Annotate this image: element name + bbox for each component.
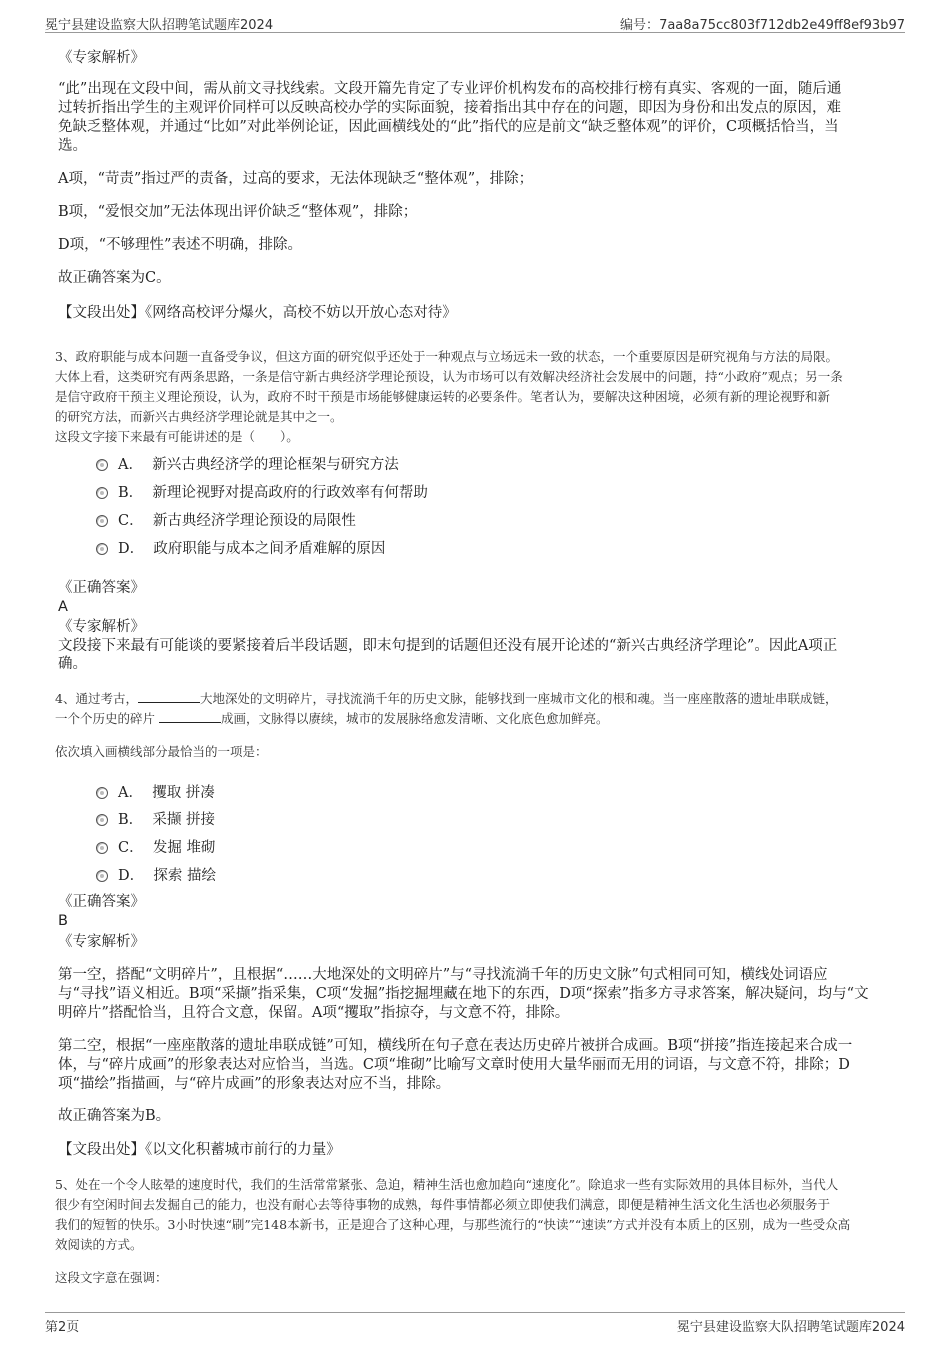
option-text: 攫取 拼凑 [152,785,215,801]
q3-answer-title: 《正确答案》 [58,580,145,596]
q4-analysis-line: 与“寻找”语义相近。B项“采撷”指采集，C项“发掘”指挖掘埋藏在地下的东西，D项“探索”指多方寻求答案，解决疑问，均与“文 [58,986,869,1002]
q2-option-a-analysis: A项，“苛责”指过严的责备，过高的要求，无法体现缺乏“整体观”，排除； [58,171,534,187]
option-label: B． [118,485,144,501]
q3-option-d[interactable] [96,537,385,558]
radio-button[interactable] [96,814,108,826]
header-code-label: 编号： [620,18,660,33]
header-code-value: 7aa8a75cc803f712db2e49ff8ef93b97 [659,18,905,33]
q4-option-c[interactable] [96,836,215,857]
q3-analysis-line: 文段接下来最有可能谈的要紧接着后半段话题，即末句提到的话题但还没有展开论述的“新兴古典经济学理论”。因此A项正 [58,638,838,654]
header-code [620,14,905,33]
q2-analysis-line: 选。 [58,138,87,154]
q2-source-text: 《网络高校评分爆火，高校不妨以开放心态对待》 [145,305,457,321]
q4-option-b[interactable] [96,808,215,829]
option-label: B． [118,812,144,828]
q4-stem-text: 4、通过考古， [55,691,138,706]
q3-stem-line: 3、政府职能与成本问题一直备受争议，但这方面的研究似乎还处于一种观点与立场远未一致的状态，一个重要原因是研究视角与方法的局限。 [55,349,838,364]
q4-analysis-line: 第二空，根据“一座座散落的遗址串联成链”可知，横线所在句子意在表达历史碎片被拼合成画。B项“拼接”指连接起来合成一 [58,1038,853,1054]
q3-analysis-title: 《专家解析》 [58,619,145,635]
q2-source-label: 【文段出处】 [58,305,145,321]
q4-source-text: 《以文化积蓄城市前行的力量》 [145,1142,341,1158]
q5-stem-line: 很少有空闲时间去发掘自己的能力，也没有耐心去等待事物的成熟，每件事情都必须立即使我们满意，即便是精神生活文化生活也必须服务于 [55,1197,831,1212]
fill-blank [138,692,200,703]
q3-stem-line: 这段文字接下来最有可能讲述的是（ ）。 [55,429,299,444]
q2-option-d-analysis: D项，“不够理性”表述不明确，排除。 [58,237,302,253]
q4-stem-text: 成画，文脉得以赓续，城市的发展脉络愈发清晰、文化底色愈加鲜亮。 [220,711,609,726]
q4-source-label: 【文段出处】 [58,1142,145,1158]
q4-answer: B [58,913,68,929]
q5-stem-line: 我们的短暂的快乐。3小时快速“刷”完148本新书，正是迎合了这种心理，与那些流行的“快读”“速读”方式并没有本质上的区别，成为一些受众高 [55,1217,851,1232]
q4-analysis-title: 《专家解析》 [58,934,145,950]
q2-analysis-line: “此”出现在文段中间，需从前文寻找线索。文段开篇先肯定了专业评价机构发布的高校排行榜有真实、客观的一面，随后通 [58,81,842,97]
q3-option-c[interactable] [96,509,356,530]
q4-analysis-line: 项“描绘”指描画，与“碎片成画”的形象表达对应不当，排除。 [58,1076,451,1092]
option-text: 发掘 堆砌 [152,840,216,856]
option-label: C． [118,513,144,529]
q2-analysis-line: 过转折指出学生的主观评价同样可以反映高校办学的实际面貌，接着指出其中存在的问题，即因为身份和出发点的原因，难 [58,100,841,116]
q4-stem-text: 大地深处的文明碎片，寻找流淌千年的历史文脉，能够找到一座城市文化的根和魂。当一座座散落的遗址串联成链， [199,691,838,706]
radio-button[interactable] [96,515,108,527]
q3-answer: A [58,599,68,615]
option-text: 新理论视野对提高政府的行政效率有何帮助 [152,485,428,501]
q3-stem-line: 大体上看，这类研究有两条思路，一条是信守新古典经济学理论预设，认为市场可以有效解决经济社会发展中的问题，持“小政府”观点；另一条 [55,369,843,384]
option-text: 新兴古典经济学的理论框架与研究方法 [152,457,399,473]
q4-option-a[interactable] [96,781,215,802]
option-label: A． [118,457,143,473]
page-header [45,12,905,33]
page-number: 第2页 [45,1320,80,1335]
q5-stem-line: 效阅读的方式。 [55,1237,143,1252]
radio-button[interactable] [96,842,108,854]
page-footer [45,1312,905,1335]
q4-analysis-line: 体，与“碎片成画”的形象表达对应恰当，当选。C项“堆砌”比喻写文章时使用大量华丽而无用的词语，与文意不符，排除；D [58,1057,850,1073]
q5-prompt: 这段文字意在强调： [55,1270,168,1285]
option-text: 采撷 拼接 [152,812,215,828]
option-text: 新古典经济学理论预设的局限性 [152,513,356,529]
option-label: A． [118,785,143,801]
radio-button[interactable] [96,870,108,882]
q2-analysis-title: 《专家解析》 [58,50,145,66]
q4-analysis-line: 明碎片”搭配恰当，且符合文意，保留。A项“攫取”指掠夺，与文意不符，排除。 [58,1005,570,1021]
option-label: C． [118,840,144,856]
q4-stem-text: 一个个历史的碎片 [55,711,159,726]
option-label: D． [118,868,145,884]
q2-source [58,305,457,322]
q4-option-d[interactable] [96,864,216,885]
q4-stem-line-2 [55,712,609,726]
q4-source [58,1142,341,1159]
q3-option-b[interactable] [96,481,428,502]
footer-title: 冕宁县建设监察大队招聘笔试题库2024 [676,1320,905,1335]
q3-option-a[interactable] [96,453,399,474]
q3-stem-line: 的研究方法，而新兴古典经济学理论就是其中之一。 [55,409,343,424]
fill-blank [159,712,221,723]
q4-analysis-line: 第一空，搭配“文明碎片”，且根据“……大地深处的文明碎片”与“寻找流淌千年的历史文脉”句式相同可知，横线处词语应 [58,967,828,983]
q4-stem-line-1 [55,692,837,706]
q4-answer-title: 《正确答案》 [58,894,145,910]
option-text: 政府职能与成本之间矛盾难解的原因 [153,541,386,557]
radio-button[interactable] [96,459,108,471]
option-text: 探索 描绘 [153,868,216,884]
radio-button[interactable] [96,543,108,555]
header-title: 冕宁县建设监察大队招聘笔试题库2024 [45,18,274,33]
radio-button[interactable] [96,787,108,799]
q2-analysis-line: 免缺乏整体观，并通过“比如”对此举例论证，因此画横线处的“此”指代的应是前文“缺乏整体观”的评价，C项概括恰当，当 [58,119,839,135]
q3-analysis-line: 确。 [58,656,87,672]
option-label: D． [118,541,145,557]
q3-stem-line: 是信守政府干预主义理论预设，认为，政府不时干预是市场能够健康运转的必要条件。笔者认为，要解决这种困境，必须有新的理论视野和新 [55,389,831,404]
q4-prompt: 依次填入画横线部分最恰当的一项是： [55,744,268,759]
q4-conclusion: 故正确答案为B。 [58,1108,171,1124]
q2-option-b-analysis: B项，“爱恨交加”无法体现出评价缺乏“整体观”，排除； [58,204,418,220]
q2-conclusion: 故正确答案为C。 [58,270,171,286]
q5-stem-line: 5、处在一个令人眩晕的速度时代，我们的生活常常紧张、急迫，精神生活也愈加趋向“速度化”。除追求一些有实际效用的具体目标外，当代人 [55,1177,839,1192]
radio-button[interactable] [96,487,108,499]
